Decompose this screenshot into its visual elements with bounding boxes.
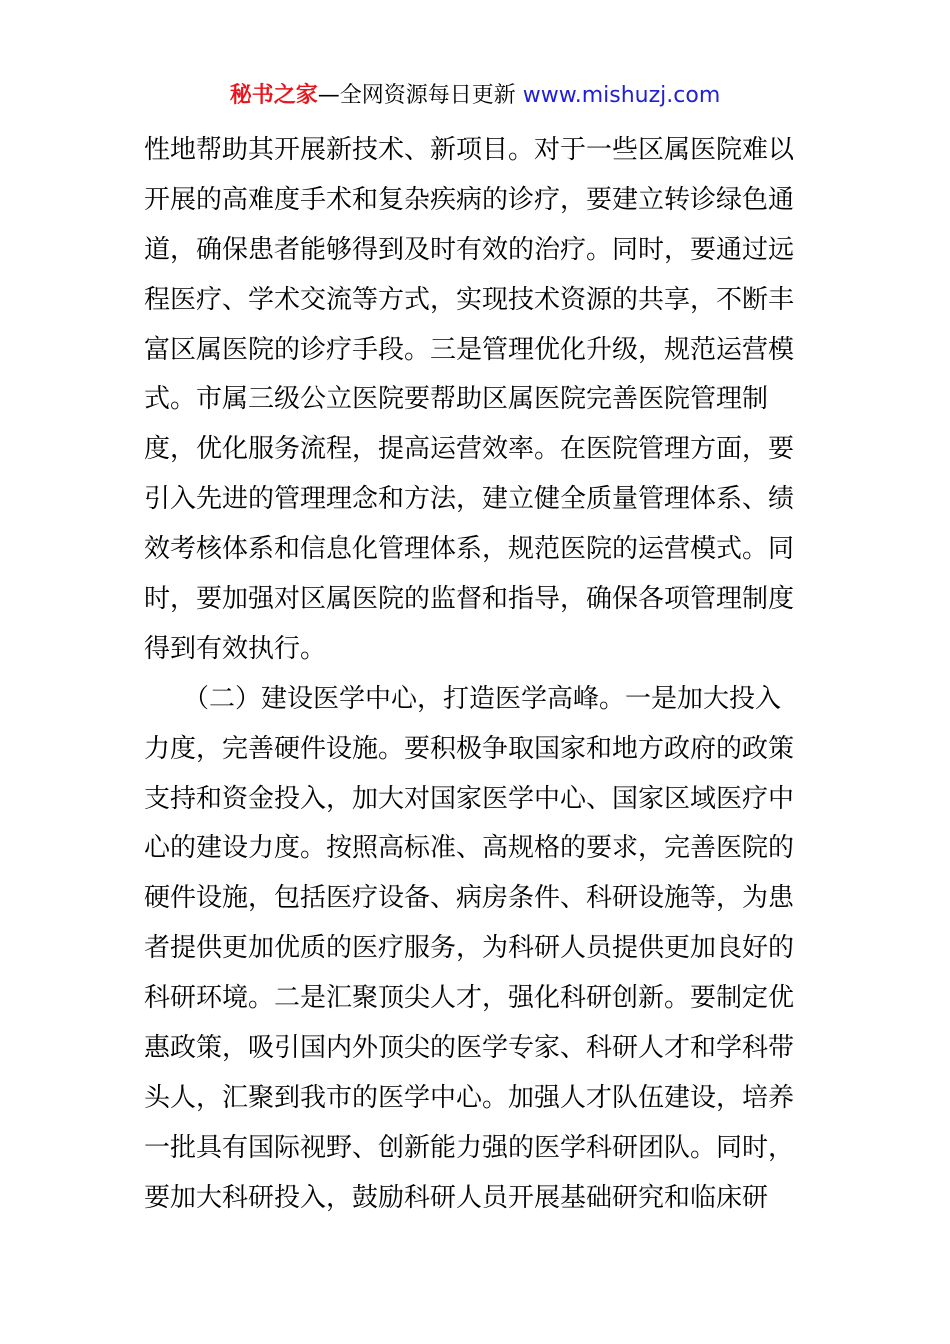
text-line: 科研环境。二是汇聚顶尖人才，强化科研创新。要制定优: [144, 983, 795, 1014]
text-line: 道，确保患者能够得到及时有效的治疗。同时，要通过远: [144, 234, 795, 265]
text-line: 度，优化服务流程，提高运营效率。在医院管理方面，要: [144, 434, 795, 465]
text-line: 心的建设力度。按照高标准、高规格的要求，完善医院的: [144, 833, 795, 864]
site-url-link[interactable]: www.mishuzj.com: [522, 83, 721, 108]
text-line: 力度，完善硬件设施。要积极争取国家和地方政府的政策: [144, 733, 795, 764]
page-header: [0, 80, 950, 112]
text-line: 得到有效执行。: [144, 633, 327, 664]
text-line: 惠政策，吸引国内外顶尖的医学专家、科研人才和学科带: [144, 1033, 795, 1064]
text-line: 者提供更加优质的医疗服务，为科研人员提供更加良好的: [144, 933, 795, 964]
site-tagline: —全网资源每日更新: [317, 83, 516, 108]
text-line: 开展的高难度手术和复杂疾病的诊疗，要建立转诊绿色通: [144, 184, 795, 215]
text-line: 硬件设施，包括医疗设备、病房条件、科研设施等，为患: [144, 883, 795, 914]
text-line: 支持和资金投入，加大对国家医学中心、国家区域医疗中: [144, 783, 795, 814]
text-line: 富区属医院的诊疗手段。三是管理优化升级，规范运营模: [144, 334, 795, 365]
text-line: 式。市属三级公立医院要帮助区属医院完善医院管理制: [144, 384, 769, 415]
text-line: 性地帮助其开展新技术、新项目。对于一些区属医院难以: [144, 135, 795, 165]
text-line: 要加大科研投入，鼓励科研人员开展基础研究和临床研: [144, 1182, 769, 1213]
section-heading-line: （二）建设医学中心，打造医学高峰。一是加大投入: [144, 683, 782, 714]
text-line: 引入先进的管理理念和方法，建立健全质量管理体系、绩: [144, 484, 795, 515]
text-line: 头人，汇聚到我市的医学中心。加强人才队伍建设，培养: [144, 1082, 795, 1113]
text-line: 程医疗、学术交流等方式，实现技术资源的共享，不断丰: [144, 284, 795, 315]
text-line: 一批具有国际视野、创新能力强的医学科研团队。同时，: [144, 1132, 795, 1163]
document-body: [144, 126, 809, 1224]
text-line: 效考核体系和信息化管理体系，规范医院的运营模式。同: [144, 534, 795, 565]
text-line: 时，要加强对区属医院的监督和指导，确保各项管理制度: [144, 584, 795, 615]
site-brand: 秘书之家: [229, 83, 318, 108]
